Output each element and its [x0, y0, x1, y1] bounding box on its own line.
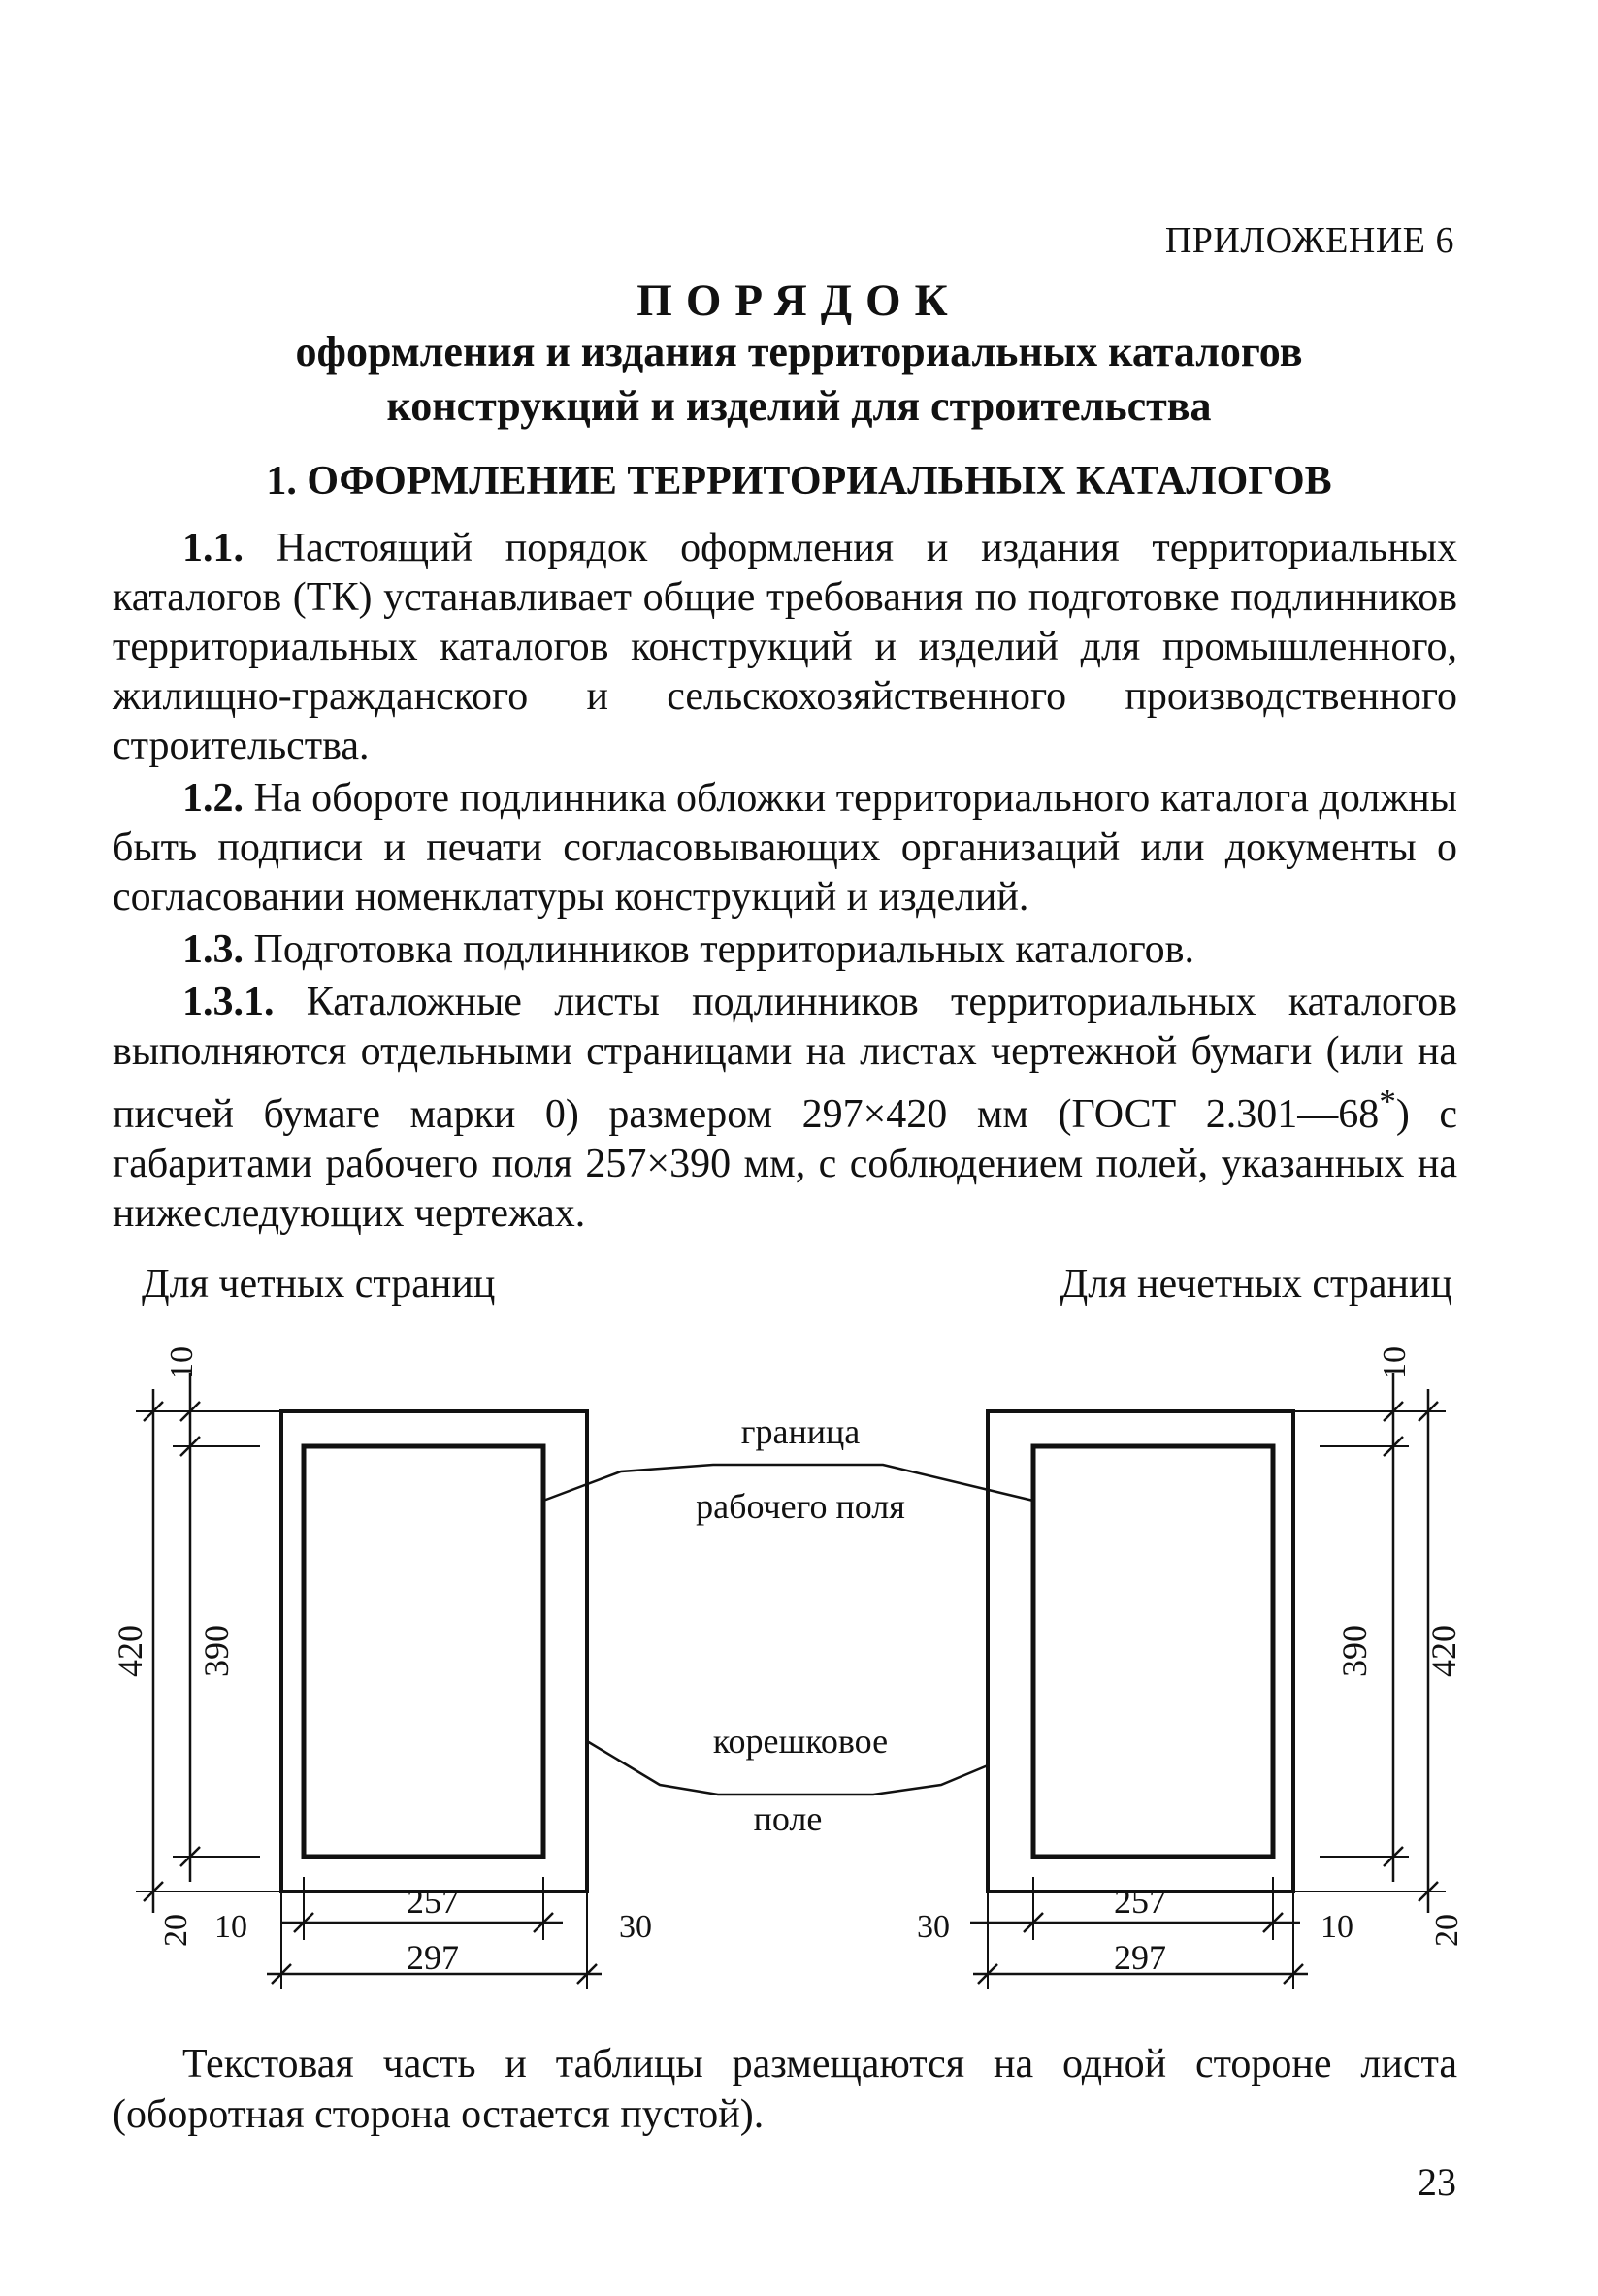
- section-heading: 1. ОФОРМЛЕНИЕ ТЕРРИТОРИАЛЬНЫХ КАТАЛОГОВ: [266, 459, 1332, 503]
- dim-top-margin-even: 10: [164, 1346, 200, 1379]
- dim-outer-margin-odd: 10: [1321, 1909, 1353, 1945]
- document-title: ПОРЯДОК: [636, 275, 962, 326]
- paragraph-number: 1.1.: [182, 526, 244, 570]
- caption-even-pages: Для четных страниц: [142, 1262, 496, 1307]
- caption-odd-pages: Для нечетных страниц: [1060, 1262, 1452, 1307]
- work-field-outline: [1033, 1446, 1273, 1857]
- footnote-asterisk: *: [1379, 1083, 1396, 1120]
- dim-work-height-odd: 390: [1335, 1625, 1374, 1677]
- paragraph-1-2: [113, 774, 1457, 922]
- dim-spine-margin-even: 30: [619, 1909, 652, 1945]
- paragraph-text: Настоящий порядок оформления и издания территориальных каталогов (ТК) устанавливает общие требования по подготовке подлинников территориальных каталогов конструкций и изделий для промышленного, жилищно-гражданского и сельскохозяйственного производственного строительства.: [113, 526, 1457, 768]
- sheet-layout-diagram: [0, 1319, 1598, 1998]
- label-border-line2: рабочего поля: [696, 1487, 905, 1526]
- paragraph-number: 1.3.1.: [182, 980, 275, 1024]
- dim-top-margin-odd: 10: [1377, 1346, 1413, 1379]
- paragraph-text-continued: ) с габаритами рабочего поля 257×390 мм, с соблюдением полей, указанных на нижеследующих чертежах.: [113, 1092, 1457, 1236]
- document-subtitle-line-1: оформления и издания территориальных каталогов: [295, 328, 1303, 375]
- label-spine-line1: корешковое: [712, 1722, 889, 1761]
- paragraph-1-1: [113, 524, 1457, 771]
- document-subtitle-line-2: конструкций и изделий для строительства: [386, 382, 1212, 430]
- dim-work-height-even: 390: [197, 1625, 236, 1677]
- paragraph-number: 1.2.: [182, 776, 244, 821]
- dim-total-width-even: 297: [407, 1938, 459, 1977]
- paragraph-number: 1.3.: [182, 927, 244, 972]
- paragraph-1-3-1: [113, 978, 1457, 1239]
- work-field-outline: [304, 1446, 543, 1857]
- closing-paragraph: Текстовая часть и таблицы размещаются на одной стороне листа (оборотная сторона остается пустой).: [113, 2042, 1457, 2137]
- paragraph-text: На обороте подлинника обложки территориального каталога должны быть подписи и печати согласовывающих организаций или документы о согласовании номенклатуры конструкций и изделий.: [113, 776, 1457, 920]
- dim-work-width-odd: 257: [1114, 1882, 1166, 1921]
- odd-page-sheet: [970, 1373, 1446, 1989]
- dim-total-height-even: 420: [111, 1625, 149, 1677]
- dim-total-width-odd: 297: [1114, 1938, 1166, 1977]
- label-spine-line2: поле: [753, 1799, 823, 1838]
- appendix-label: ПРИЛОЖЕНИЕ 6: [1164, 220, 1454, 261]
- dim-bottom-margin-even: 20: [158, 1914, 194, 1947]
- dim-bottom-margin-odd: 20: [1429, 1914, 1465, 1947]
- paragraph-text: Каталожные листы подлинников территориальных каталогов выполняются отдельными страницами на листах чертежной бумаги (или на писчей бумаге марки 0) размером 297×420 мм (ГОСТ 2.301—68: [113, 980, 1457, 1137]
- dim-spine-margin-odd: 30: [917, 1909, 950, 1945]
- dim-work-width-even: 257: [407, 1882, 459, 1921]
- paragraph-text: Подготовка подлинников территориальных каталогов.: [244, 927, 1195, 972]
- paragraph-1-3: [113, 925, 1457, 975]
- even-page-sheet: [136, 1373, 602, 1989]
- page-number: 23: [1418, 2160, 1456, 2204]
- body-text: [113, 524, 1457, 1239]
- label-border-line1: граница: [740, 1412, 861, 1451]
- dim-outer-margin-even: 10: [214, 1909, 247, 1945]
- dim-total-height-odd: 420: [1424, 1625, 1463, 1677]
